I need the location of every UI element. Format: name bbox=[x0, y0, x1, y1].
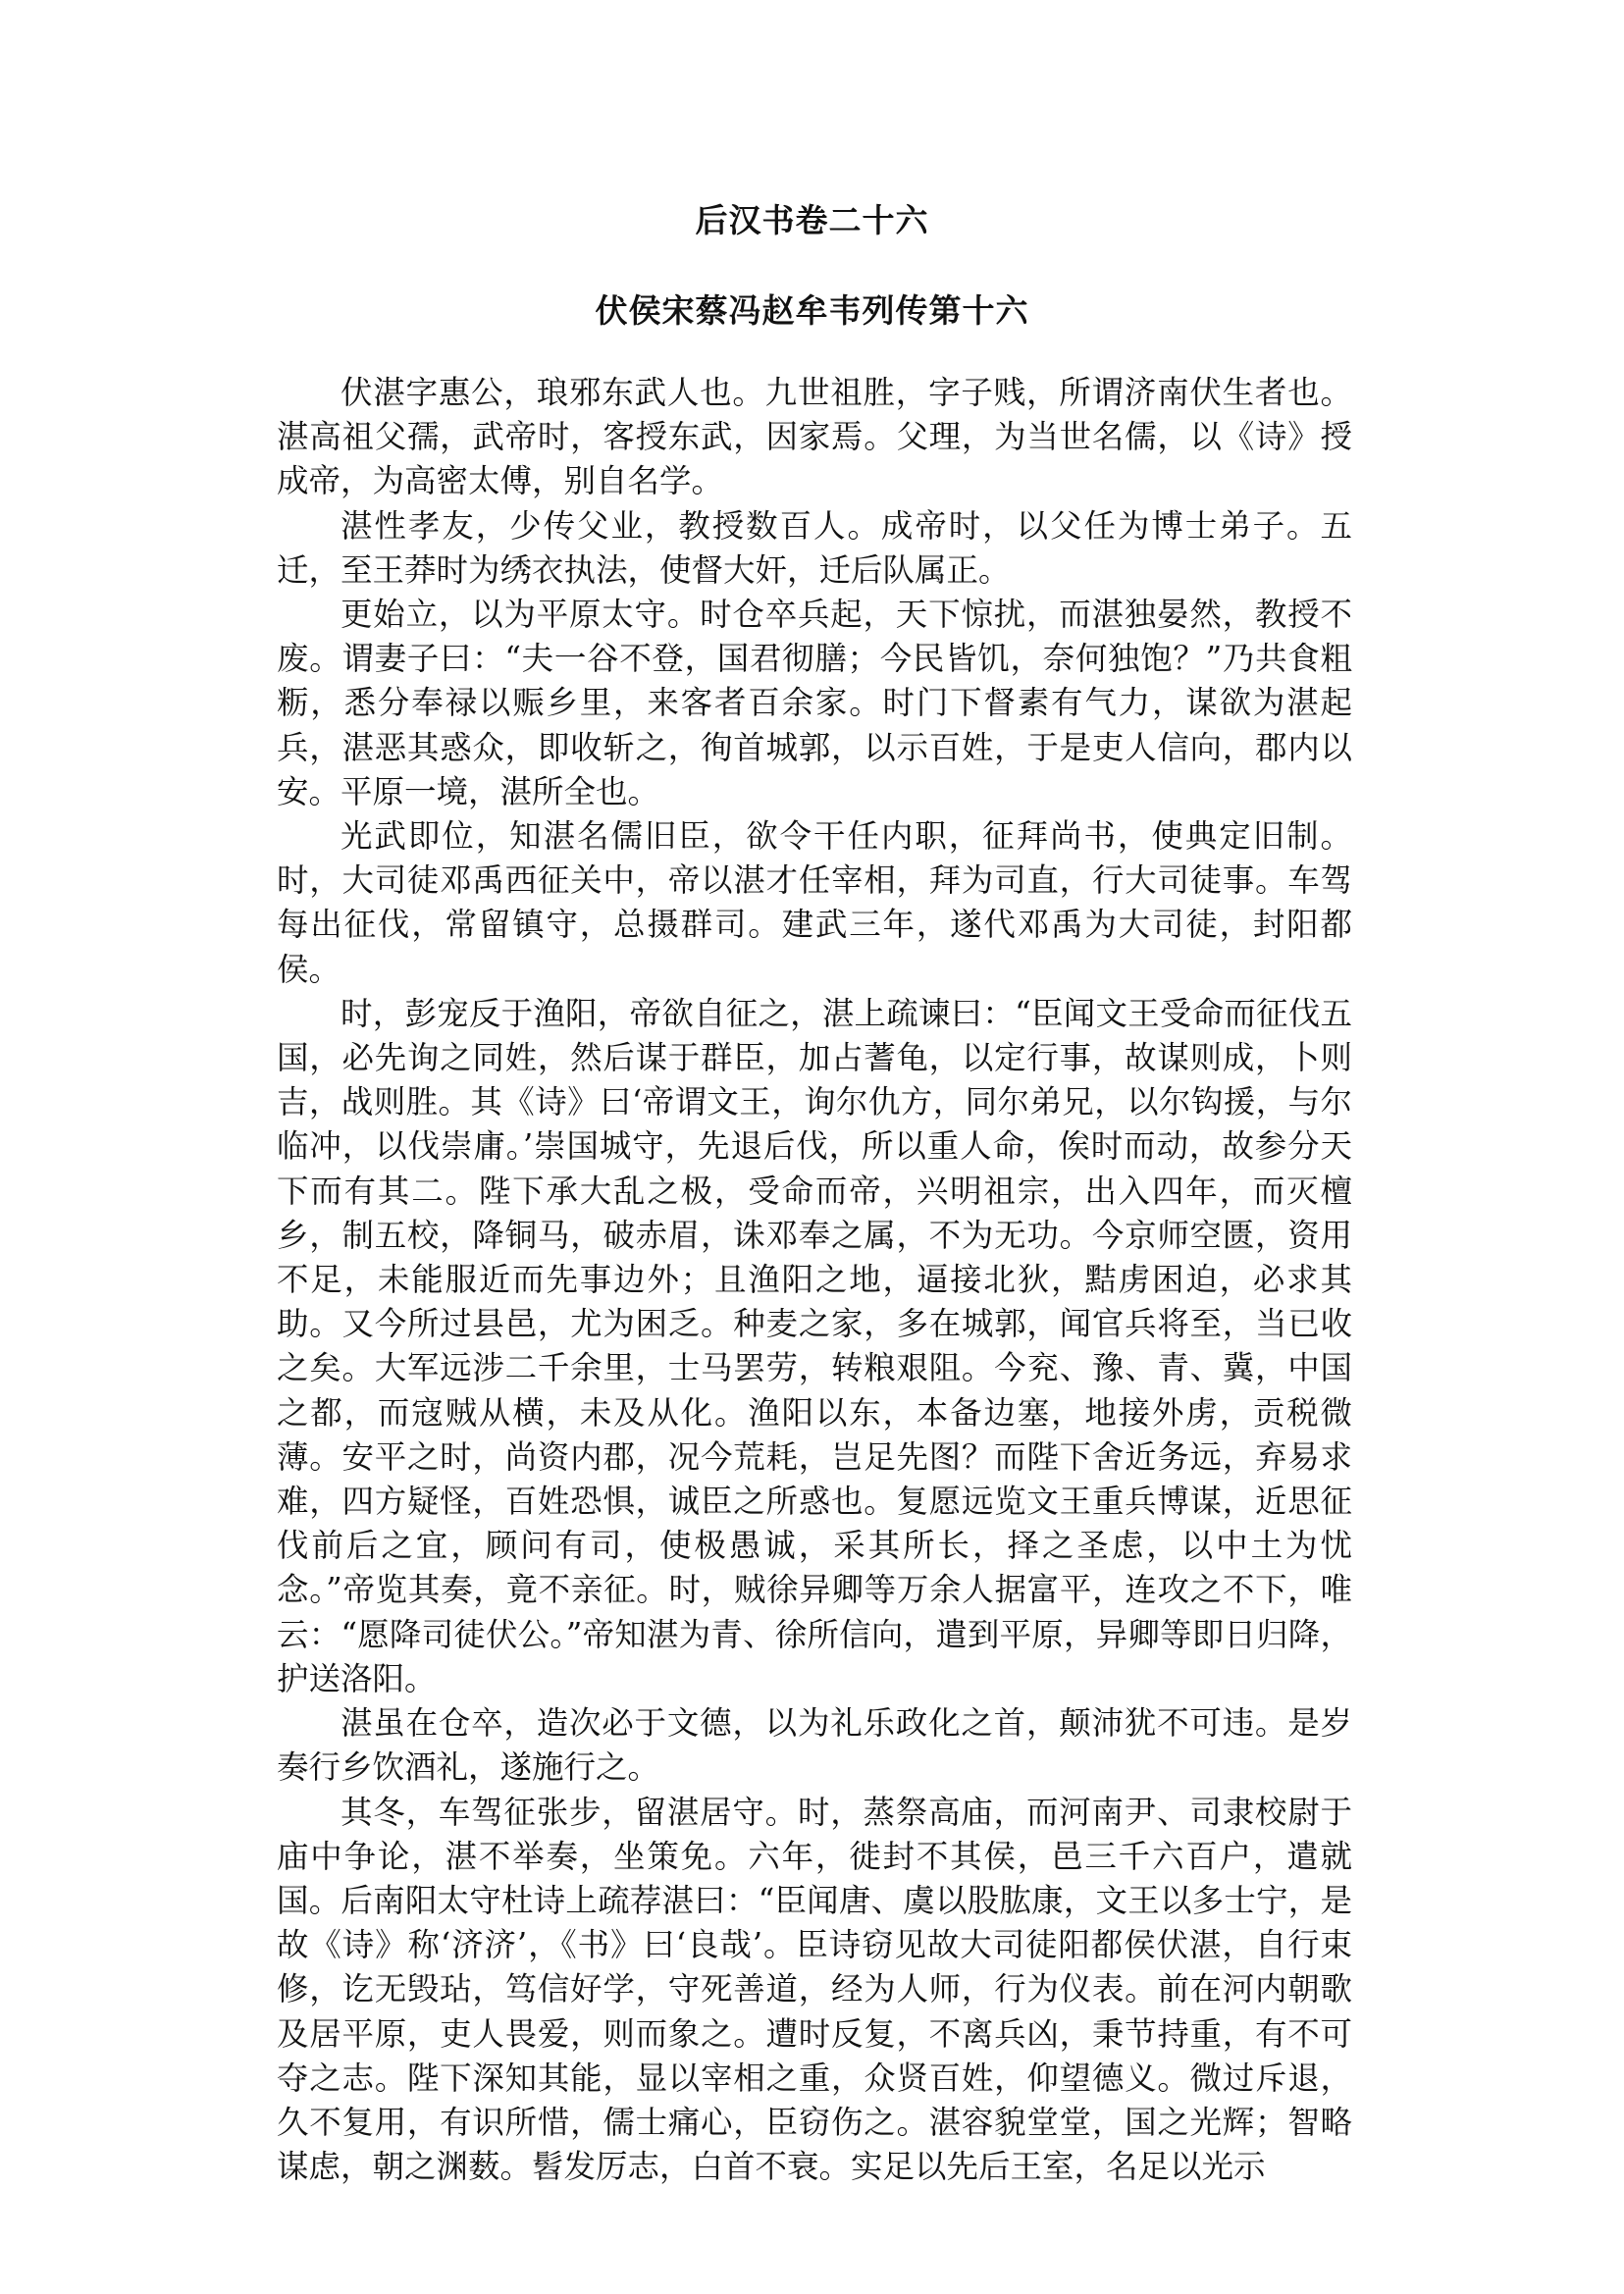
paragraph-3: 更始立，以为平原太守。时仓卒兵起，天下惊扰，而湛独晏然，教授不废。谓妻子曰：“夫一谷不登，国君彻膳；今民皆饥，奈何独饱？”乃共食粗粝，悉分奉禄以赈乡里，来客者百余家。时门下督素有气力，谋欲为湛起兵，湛恶其惑众，即收斩之，徇首城郭，以示百姓，于是吏人信向，郡内以安。平原一境，湛所全也。 bbox=[277, 596, 1352, 810]
document-body bbox=[277, 371, 1352, 2189]
paragraph-7: 其冬，车驾征张步，留湛居守。时，蒸祭高庙，而河南尹、司隶校尉于庙中争论，湛不举奏，坐策免。六年，徙封不其侯，邑三千六百户，遣就国。后南阳太守杜诗上疏荐湛曰：“臣闻唐、虞以股肱康，文王以多士宁，是故《诗》称‘济济’，《书》曰‘良哉’。臣诗窃见故大司徒阳都侯伏湛，自行束修，讫无毁玷，笃信好学，守死善道，经为人师，行为仪表。前在河内朝歌及居平原，吏人畏爱，则而象之。遭时反复，不离兵凶，秉节持重，有不可夺之志。陛下深知其能，显以宰相之重，众贤百姓，仰望德义。微过斥退，久不复用，有识所惜，儒士痛心，臣窃伤之。湛容貌堂堂，国之光辉；智略谋虑，朝之渊薮。髫发厉志，白首不衰。实足以先后王室，名足以光示 bbox=[277, 1793, 1352, 2186]
chapter-title: 伏侯宋蔡冯赵牟韦列传第十六 bbox=[595, 291, 1029, 330]
book-title: 后汉书卷二十六 bbox=[695, 201, 929, 239]
paragraph-6: 湛虽在仓卒，造次必于文德，以为礼乐政化之首，颠沛犹不可违。是岁奏行乡饮酒礼，遂施行之。 bbox=[277, 1704, 1352, 1787]
paragraph-5: 时，彭宠反于渔阳，帝欲自征之，湛上疏谏曰：“臣闻文王受命而征伐五国，必先询之同姓，然后谋于群臣，加占蓍龟，以定行事，故谋则成，卜则吉，战则胜。其《诗》曰‘帝谓文王，询尔仇方，同尔弟兄，以尔钩援，与尔临冲，以伐崇庸。’崇国城守，先退后伐，所以重人命，俟时而动，故参分天下而有其二。陛下承大乱之极，受命而帝，兴明祖宗，出入四年，而灭檀乡，制五校，降铜马，破赤眉，诛邓奉之属，不为无功。今京师空匮，资用不足，未能服近而先事边外；且渔阳之地，逼接北狄，黠虏困迫，必求其助。又今所过县邑，尤为困乏。种麦之家，多在城郭，闻官兵将至，当已收之矣。大军远涉二千余里，士马罢劳，转粮艰阻。今兖、豫、青、冀，中国之都，而寇贼从横，未及从化。渔阳以东，本备边塞，地接外虏，贡税微薄。安平之时，尚资内郡，况今荒耗，岂足先图？而陛下舍近务远，弃易求难，四方疑怪，百姓恐惧，诚臣之所惑也。复愿远览文王重兵博谋，近思征伐前后之宜，顾问有司，使极愚诚，采其所长，择之圣虑，以中土为忧念。”帝览其奏，竟不亲征。时，贼徐异卿等万余人据富平，连攻之不下，唯云：“愿降司徒伏公。”帝知湛为青、徐所信向，遣到平原，异卿等即日归降，护送洛阳。 bbox=[277, 994, 1352, 1697]
paragraph-1: 伏湛字惠公，琅邪东武人也。九世祖胜，字子贱，所谓济南伏生者也。湛高祖父孺，武帝时，客授东武，因家焉。父理，为当世名儒，以《诗》授成帝，为高密太傅，别自名学。 bbox=[277, 374, 1352, 500]
paragraph-2: 湛性孝友，少传父业，教授数百人。成帝时，以父任为博士弟子。五迁，至王莽时为绣衣执法，使督大奸，迁后队属正。 bbox=[277, 506, 1352, 589]
paragraph-4: 光武即位，知湛名儒旧臣，欲令干任内职，征拜尚书，使典定旧制。时，大司徒邓禹西征关中，帝以湛才任宰相，拜为司直，行大司徒事。车驾每出征伐，常留镇守，总摄群司。建武三年，遂代邓禹为大司徒，封阳都侯。 bbox=[277, 817, 1352, 988]
